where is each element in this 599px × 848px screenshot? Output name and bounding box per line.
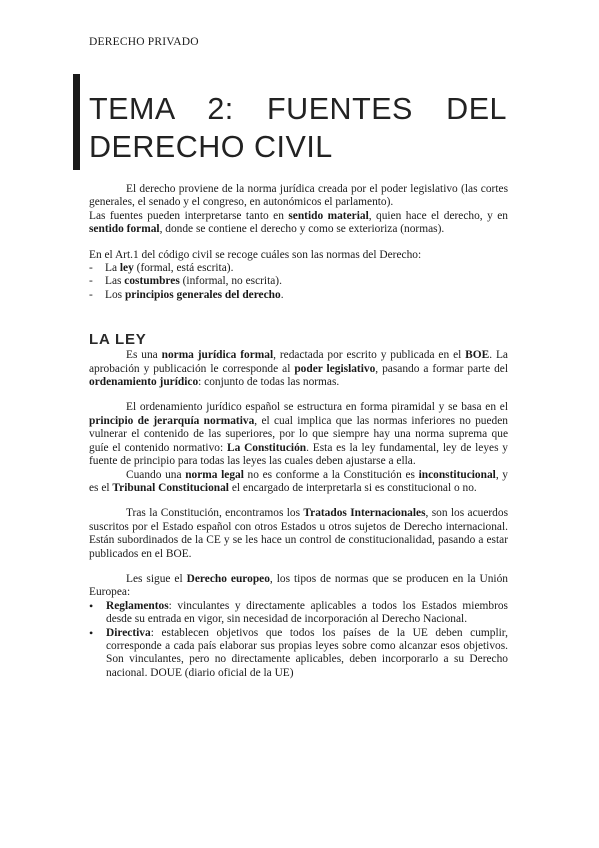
- document-header: DERECHO PRIVADO: [89, 36, 199, 48]
- list-item: [89, 262, 508, 275]
- text-run: el encargado de interpretarla si es constitucional o no.: [228, 481, 477, 494]
- spacer: [89, 561, 508, 573]
- intro-paragraph-2: [89, 210, 508, 237]
- document-body: [89, 183, 508, 680]
- bold-term: ley: [119, 262, 134, 275]
- text-run: , los tipos de normas que se producen en la Unión Europea:: [89, 572, 508, 599]
- bold-term: Reglamentos: [106, 599, 169, 612]
- text-run: Las fuentes pueden interpretarse tanto en: [89, 209, 289, 222]
- bold-term: inconstitucional: [418, 468, 496, 481]
- eu-norms-list: [89, 600, 508, 680]
- bold-term: Tratados Internacionales: [303, 507, 426, 520]
- page-title-line-2: DERECHO CIVIL: [89, 130, 333, 164]
- section-paragraph-1: [89, 349, 508, 389]
- bold-term: norma jurídica formal: [161, 349, 274, 362]
- bold-term: sentido material: [288, 209, 369, 222]
- bold-term: Directiva: [106, 626, 151, 639]
- section-paragraph-5: [89, 573, 508, 600]
- text-run: (informal, no escrita).: [179, 275, 282, 288]
- text-run: (formal, está escrita).: [133, 262, 234, 275]
- text-run: La: [105, 262, 120, 275]
- text-run: Las: [105, 275, 125, 288]
- bold-term: Tribunal Constitucional: [112, 481, 229, 494]
- bold-term: principio de jerarquía normativa: [89, 414, 255, 427]
- bold-term: BOE: [465, 349, 490, 362]
- spacer: [89, 495, 508, 507]
- text-run: Cuando una: [126, 468, 186, 481]
- intro-paragraph-1: El derecho proviene de la norma jurídica creada por el poder legislativo (las cortes generales, el senado y el congreso, en autonómicos el parlamento).: [89, 183, 508, 209]
- sources-list: [89, 262, 508, 302]
- text-run: , donde se contiene el derecho y como se exterioriza (normas).: [159, 223, 445, 236]
- text-run: Es una: [126, 349, 162, 362]
- page-title: [89, 90, 507, 166]
- intro-paragraph-3: En el Art.1 del código civil se recoge cuáles son las normas del Derecho:: [89, 248, 422, 261]
- text-run: Tras la Constitución, encontramos los: [126, 507, 304, 520]
- text-run: . Esta es la ley fundamental, ley de leyes y fuente de principio para todas las leyes las cuales deben ajustarse a ella.: [89, 441, 509, 468]
- section-paragraph-3: [89, 469, 508, 496]
- text-run: : conjunto de todas las normas.: [198, 376, 340, 389]
- text-run: : establecen objetivos que todos los países de la UE deben cumplir, corresponde a cada país elaborar sus propias leyes sobre como alcanzar esos objetivos. Son vinculantes, pero no directamente aplicables, deben incorporarlo a su Derecho nacional. DOUE (diario oficial de la UE): [106, 626, 508, 679]
- text-run: El ordenamiento jurídico español se estructura en forma piramidal y se basa en el: [126, 401, 508, 414]
- section-paragraph-2: [89, 401, 508, 468]
- text-run: , y es el: [89, 468, 509, 494]
- list-item: [89, 275, 508, 288]
- list-item: [89, 289, 508, 302]
- section-paragraph-4: [89, 507, 508, 561]
- text-run: no es conforme a la Constitución es: [243, 468, 419, 481]
- bold-term: Derecho europeo: [186, 572, 270, 585]
- text-run: , pasando a formar parte del: [375, 362, 509, 375]
- spacer: [89, 389, 508, 401]
- text-run: : vinculantes y directamente aplicables a todos los Estados miembros desde su entrada en vigor, sin necesidad de incorporación al Derecho Nacional.: [106, 599, 508, 626]
- spacer: [89, 302, 508, 331]
- text-run: Les sigue el: [126, 572, 187, 585]
- bold-term: costumbres: [124, 275, 180, 288]
- bold-term: principios generales del derecho: [124, 288, 281, 301]
- title-accent-bar: [73, 74, 80, 170]
- bold-term: poder legislativo: [294, 362, 376, 375]
- text-run: . La aprobación y publicación le corresponde al: [89, 349, 508, 375]
- list-item: [89, 600, 508, 627]
- spacer: [89, 237, 508, 249]
- text-run: , el cual implica que las normas inferiores no pueden vulnerar el contenido de las superiores, por lo que siempre hay una norma suprema que guíe el contenido normativo:: [89, 414, 508, 454]
- text-run: .: [280, 288, 284, 301]
- text-run: , son los acuerdos suscritos por el Estado español con otros Estados u otros sujetos de Derecho internacional. Están subordinados de la CE y se les hace un control de constitucionalidad, pasando a estar publicados en el BOE.: [89, 507, 508, 560]
- section-title: LA LEY: [89, 331, 147, 349]
- text-run: Los: [105, 288, 125, 301]
- bold-term: sentido formal: [89, 223, 160, 236]
- bold-term: La Constitución: [226, 441, 307, 454]
- bold-term: norma legal: [185, 468, 244, 481]
- list-item: [89, 627, 508, 681]
- page-title-line-1: TEMA 2: FUENTES DEL: [89, 92, 507, 126]
- text-run: , quien hace el derecho, y en: [368, 209, 508, 222]
- text-run: , redactada por escrito y publicada en el: [273, 349, 466, 362]
- bold-term: ordenamiento jurídico: [89, 376, 199, 389]
